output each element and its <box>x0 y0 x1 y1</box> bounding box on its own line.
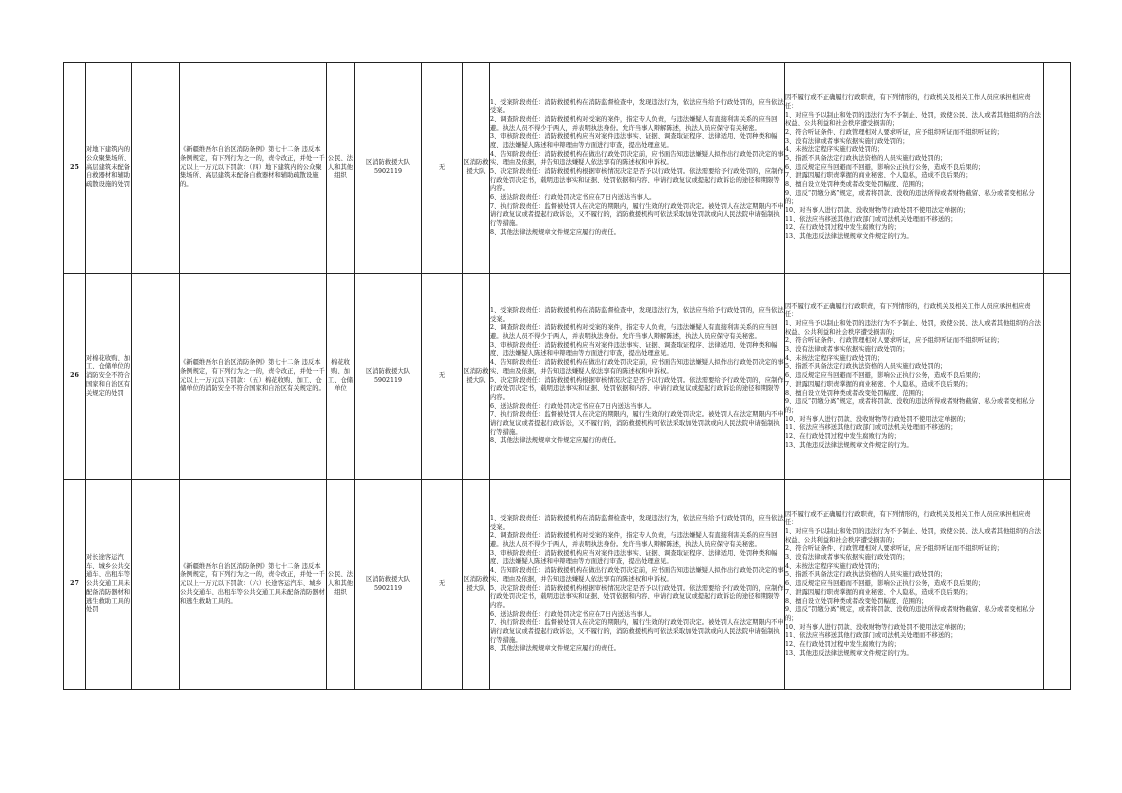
responsibility-item: 3、审核阶段责任：消防救援机构应当对案件违法事实、证据、调查取证程序、法律适用、处罚种类和幅度、违法嫌疑人陈述和申辩理由等方面进行审查，提出处理意见。 <box>490 549 778 566</box>
responsibility-item: 5、决定阶段责任：消防救援机构根据审核情况决定是否予以行政处罚。依法需要给予行政处罚的，应制作行政处罚决定书，载明违法事实和证据、处罚依据和内容、申请行政复议或提起行政诉讼的途径和期限等内容。 <box>490 168 784 193</box>
responsibility-item: 1、受案阶段责任：消防救援机构在消防监督检查中，发现违法行为，依法应当给予行政处罚的，应当依法受案。 <box>490 307 784 323</box>
responsibility-item: 3、审核阶段责任：消防救援机构应当对案件违法事实、证据、调查取证程序、法律适用、处罚种类和幅度、违法嫌疑人陈述和申辩理由等方面进行审查，提出处理意见。 <box>490 133 778 149</box>
empty-cell <box>132 63 180 274</box>
accountability-item: 因不履行或不正确履行行政职责，有下列情形的，行政机关及相关工作人员应承担相应责任： <box>785 94 1031 110</box>
accountability-item: 3、没有法律或者事实依据实施行政处罚的； <box>785 554 909 562</box>
responsibility-item: 6、送达阶段责任：行政处罚决定书应在7日内送达当事人。 <box>490 610 656 618</box>
responsibility-item: 1、受案阶段责任：消防救援机构在消防监督检查中，发现违法行为，依法应当给予行政处罚的，应当依法受案。 <box>490 98 784 115</box>
empty-cell <box>1044 63 1071 274</box>
responsibility-items <box>490 480 785 690</box>
accountability-items <box>785 480 1044 690</box>
item-name: 对棉花收购、加工、仓储单位的消防安全不符合国家和自治区有关规定的处罚 <box>86 274 132 480</box>
responsibility-item: 1、受案阶段责任：消防救援机构在消防监督检查中，发现违法行为，依法应当给予行政处罚的，应当依法受案。 <box>490 515 784 531</box>
responsibility-item: 2、调查阶段责任：消防救援机构对受案的案件，指定专人负责，与违法嫌疑人有直接利害关系的应当回避。执法人员不得少于两人，并表明执法身份。允许当事人辩解陈述，执法人员应保守有关秘密。 <box>490 115 778 132</box>
accountability-item: 4、未按法定程序实施行政处罚的； <box>785 354 884 362</box>
none-cell: 无 <box>422 480 463 690</box>
legal-basis: 《新疆维吾尔自治区消防条例》第七十二条 违反本条例规定，有下列行为之一的，责令改正，并处一千元以上一万元以下罚款：（四）地下建筑内的公众聚集场所、高层建筑未配备自救器材和辅助疏散设施的。 <box>180 63 327 274</box>
responsibility-item: 5、决定阶段责任：消防救援机构根据审核情况决定是否予以行政处罚。依法需要给予行政处罚的，应制作行政处罚决定书，载明违法事实和证据、处罚依据和内容、申请行政复议或提起行政诉讼的途径和期限等内容。 <box>490 584 784 609</box>
accountability-items <box>785 274 1044 480</box>
responsibility-item: 3、审核阶段责任：消防救援机构应当对案件违法事实、证据、调查取证程序、法律适用、处罚种类和幅度、违法嫌疑人陈述和申辩理由等方面进行审查，提出处理意见。 <box>490 341 778 358</box>
table-row <box>64 63 1071 274</box>
accountability-item: 10、对当事人进行罚款、没收财物等行政处罚不使用法定单据的； <box>785 415 970 423</box>
accountability-item: 4、未按法定程序实施行政处罚的； <box>785 562 884 570</box>
accountability-item: 5、指派不具备法定行政执法资格的人员实施行政处罚的； <box>785 571 947 579</box>
accountability-item: 因不履行或不正确履行行政职责，有下列情形的，行政机关及相关工作人员应承担相应责任： <box>785 302 1031 319</box>
legal-basis: 《新疆维吾尔自治区消防条例》第七十二条 违反本条例规定，有下列行为之一的，责令改正，并处一千元以上一万元以下罚款：（六）长途客运汽车、城乡公共交通车、出租车等公共交通工具未配备消防器材和逃生救助工具的。 <box>180 480 327 690</box>
accountability-item: 9、违反“罚缴分离”规定，或者将罚款、没收的违法所得或者财物截留、私分或者变相私分的； <box>785 606 1035 622</box>
row-number: 27 <box>64 480 86 690</box>
accountability-item: 3、没有法律或者事实依据实施行政处罚的； <box>785 137 909 145</box>
accountability-item: 8、擅自设立处罚种类或者改变处罚幅度、范围的； <box>785 389 928 397</box>
table-row <box>64 480 1071 690</box>
executing-unit: 区消防救援大队 <box>463 274 490 480</box>
accountability-item: 13、其他违反法律法规规章文件规定的行为。 <box>785 233 913 241</box>
accountability-item: 7、泄露因履行职责掌握的商业秘密、个人隐私，造成不良后果的； <box>785 380 972 388</box>
responsibility-item: 2、调查阶段责任：消防救援机构对受案的案件，指定专人负责，与违法嫌疑人有直接利害关系的应当回避。执法人员不得少于两人，并表明执法身份。允许当事人辩解陈述，执法人员应保守有关秘密。 <box>490 532 778 549</box>
responsibility-item: 4、告知阶段责任：消防救援机构在做出行政处罚决定前，应书面告知违法嫌疑人拟作出行政处罚决定的事实、理由及依据，并告知违法嫌疑人依法享有的陈述权和申诉权。 <box>490 567 784 583</box>
responsibility-item: 2、调查阶段责任：消防救援机构对受案的案件，指定专人负责，与违法嫌疑人有直接利害关系的应当回避。执法人员不得少于两人，并表明执法身份。允许当事人辩解陈述，执法人员应保守有关秘密。 <box>490 324 778 341</box>
responsible-department: 区消防救援大队 5902119 <box>355 480 422 690</box>
accountability-item: 1、对应当予以制止和处罚的违法行为不予制止、处罚，致使公民、法人或者其他组织的合法权益、公共利益和社会秩序遭受损害的； <box>785 111 1041 128</box>
accountability-item: 12、在行政处罚过程中发生腐败行为的； <box>785 640 901 648</box>
responsibility-item: 7、执行阶段责任：监督被处罚人在决定的期限内，履行生效的行政处罚决定。被处罚人在法定期限内不申请行政复议或者提起行政诉讼，又不履行的，消防救援机构可依法采取加处罚款或向人民法院申请强制执行等措施。 <box>490 202 784 228</box>
accountability-item: 8、擅自设立处罚种类或者改变处罚幅度、范围的； <box>785 181 928 189</box>
responsible-department: 区消防救援大队 5902119 <box>355 63 422 274</box>
accountability-item: 2、符合听证条件、行政管理相对人要求听证，应予组织听证而不组织听证的； <box>785 545 1004 553</box>
responsibility-item: 7、执行阶段责任：监督被处罚人在决定的期限内，履行生效的行政处罚决定。被处罚人在法定期限内不申请行政复议或者提起行政诉讼，又不履行的，消防救援机构可依法采取加处罚款或向人民法院申请强制执行等措施。 <box>490 411 784 436</box>
legal-basis: 《新疆维吾尔自治区消防条例》第七十二条 违反本条例规定，有下列行为之一的，责令改正，并处一千元以上一万元以下罚款：（五）棉花收购、加工、仓储单位的消防安全不符合国家和自治区有关规定的。 <box>180 274 327 480</box>
accountability-item: 7、泄露因履行职责掌握的商业秘密、个人隐私，造成不良后果的； <box>785 172 972 180</box>
item-name: 对长途客运汽车、城乡公共交通车、出租车等公共交通工具未配备消防器材和逃生救助工具的处罚 <box>86 480 132 690</box>
responsibility-items <box>490 63 785 274</box>
row-number: 25 <box>64 63 86 274</box>
item-name: 对地下建筑内的公众聚集场所、高层建筑未配备自救器材和辅助疏散设施的处罚 <box>86 63 132 274</box>
accountability-item: 因不履行或不正确履行行政职责，有下列情形的，行政机关及相关工作人员应承担相应责任： <box>785 510 1031 527</box>
accountability-item: 5、指派不具备法定行政执法资格的人员实施行政处罚的； <box>785 363 947 371</box>
target-subject: 公民、法人和其他组织 <box>327 63 355 274</box>
accountability-item: 6、违反规定应当回避而不回避，影响公正执行公务，造成不良后果的； <box>785 580 985 588</box>
responsibility-item: 6、送达阶段责任：行政处罚决定书应在7日内送达当事人。 <box>490 194 656 202</box>
responsible-department: 区消防救援大队 5902119 <box>355 274 422 480</box>
empty-cell <box>1044 274 1071 480</box>
empty-cell <box>132 480 180 690</box>
accountability-item: 11、依法应当移送其他行政部门或司法机关处理而不移送的； <box>785 632 957 640</box>
responsibility-items <box>490 274 785 480</box>
accountability-item: 3、没有法律或者事实依据实施行政处罚的； <box>785 346 909 354</box>
accountability-item: 10、对当事人进行罚款、没收财物等行政处罚不使用法定单据的； <box>785 623 970 631</box>
accountability-item: 9、违反“罚缴分离”规定，或者将罚款、没收的违法所得或者财物截留、私分或者变相私分的； <box>785 189 1035 206</box>
none-cell: 无 <box>422 63 463 274</box>
accountability-item: 1、对应当予以制止和处罚的违法行为不予制止、处罚，致使公民、法人或者其他组织的合法权益、公共利益和社会秩序遭受损害的； <box>785 320 1041 336</box>
accountability-item: 12、在行政处罚过程中发生腐败行为的； <box>785 432 901 440</box>
responsibility-item: 8、其他法律法规规章文件规定应履行的责任。 <box>490 437 620 445</box>
responsibility-item: 8、其他法律法规规章文件规定应履行的责任。 <box>490 645 620 653</box>
accountability-item: 13、其他违反法律法规规章文件规定的行为。 <box>785 649 913 657</box>
accountability-item: 4、未按法定程序实施行政处罚的； <box>785 146 884 154</box>
accountability-item: 7、泄露因履行职责掌握的商业秘密、个人隐私，造成不良后果的； <box>785 588 972 596</box>
target-subject: 棉花收购、加工、仓储单位 <box>327 274 355 480</box>
accountability-item: 11、依法应当移送其他行政部门或司法机关处理而不移送的； <box>785 424 957 432</box>
none-cell: 无 <box>422 274 463 480</box>
row-number: 26 <box>64 274 86 480</box>
accountability-item: 9、违反“罚缴分离”规定，或者将罚款、没收的违法所得或者财物截留、私分或者变相私分的； <box>785 398 1035 414</box>
responsibility-item: 6、送达阶段责任：行政处罚决定书应在7日内送达当事人。 <box>490 402 656 410</box>
responsibility-item: 5、决定阶段责任：消防救援机构根据审核情况决定是否予以行政处罚。依法需要给予行政处罚的，应制作行政处罚决定书，载明违法事实和证据、处罚依据和内容、申请行政复议或提起行政诉讼的途径和期限等内容。 <box>490 376 784 401</box>
accountability-item: 2、符合听证条件、行政管理相对人要求听证，应予组织听证而不组织听证的； <box>785 128 1004 136</box>
responsibility-item: 4、告知阶段责任：消防救援机构在做出行政处罚决定前，应书面告知违法嫌疑人拟作出行政处罚决定的事实、理由及依据，并告知违法嫌疑人依法享有的陈述权和申诉权。 <box>490 359 784 375</box>
table-row <box>64 274 1071 480</box>
responsibility-item: 8、其他法律法规规章文件规定应履行的责任。 <box>490 228 620 236</box>
responsibility-item: 4、告知阶段责任：消防救援机构在做出行政处罚决定前，应书面告知违法嫌疑人拟作出行政处罚决定的事实、理由及依据，并告知违法嫌疑人依法享有的陈述权和申诉权。 <box>490 150 784 167</box>
empty-cell <box>1044 480 1071 690</box>
accountability-item: 6、违反规定应当回避而不回避，影响公正执行公务，造成不良后果的； <box>785 372 985 380</box>
power-list-table <box>63 62 1071 690</box>
accountability-item: 12、在行政处罚过程中发生腐败行为的； <box>785 224 901 232</box>
empty-cell <box>132 274 180 480</box>
accountability-item: 1、对应当予以制止和处罚的违法行为不予制止、处罚，致使公民、法人或者其他组织的合法权益、公共利益和社会秩序遭受损害的； <box>785 528 1041 544</box>
accountability-item: 6、违反规定应当回避而不回避，影响公正执行公务，造成不良后果的； <box>785 163 985 171</box>
responsibility-item: 7、执行阶段责任：监督被处罚人在决定的期限内，履行生效的行政处罚决定。被处罚人在法定期限内不申请行政复议或者提起行政诉讼，又不履行的，消防救援机构可依法采取加处罚款或向人民法院申请强制执行等措施。 <box>490 619 784 644</box>
accountability-item: 5、指派不具备法定行政执法资格的人员实施行政处罚的； <box>785 154 947 162</box>
accountability-item: 10、对当事人进行罚款、没收财物等行政处罚不使用法定单据的； <box>785 207 970 215</box>
accountability-items <box>785 63 1044 274</box>
executing-unit: 区消防救援大队 <box>463 480 490 690</box>
accountability-item: 13、其他违反法律法规规章文件规定的行为。 <box>785 441 913 449</box>
accountability-item: 11、依法应当移送其他行政部门或司法机关处理而不移送的； <box>785 215 957 223</box>
accountability-item: 8、擅自设立处罚种类或者改变处罚幅度、范围的； <box>785 597 928 605</box>
accountability-item: 2、符合听证条件、行政管理相对人要求听证，应予组织听证而不组织听证的； <box>785 337 1004 345</box>
executing-unit: 区消防救援大队 <box>463 63 490 274</box>
target-subject: 公民、法人和其他组织 <box>327 480 355 690</box>
